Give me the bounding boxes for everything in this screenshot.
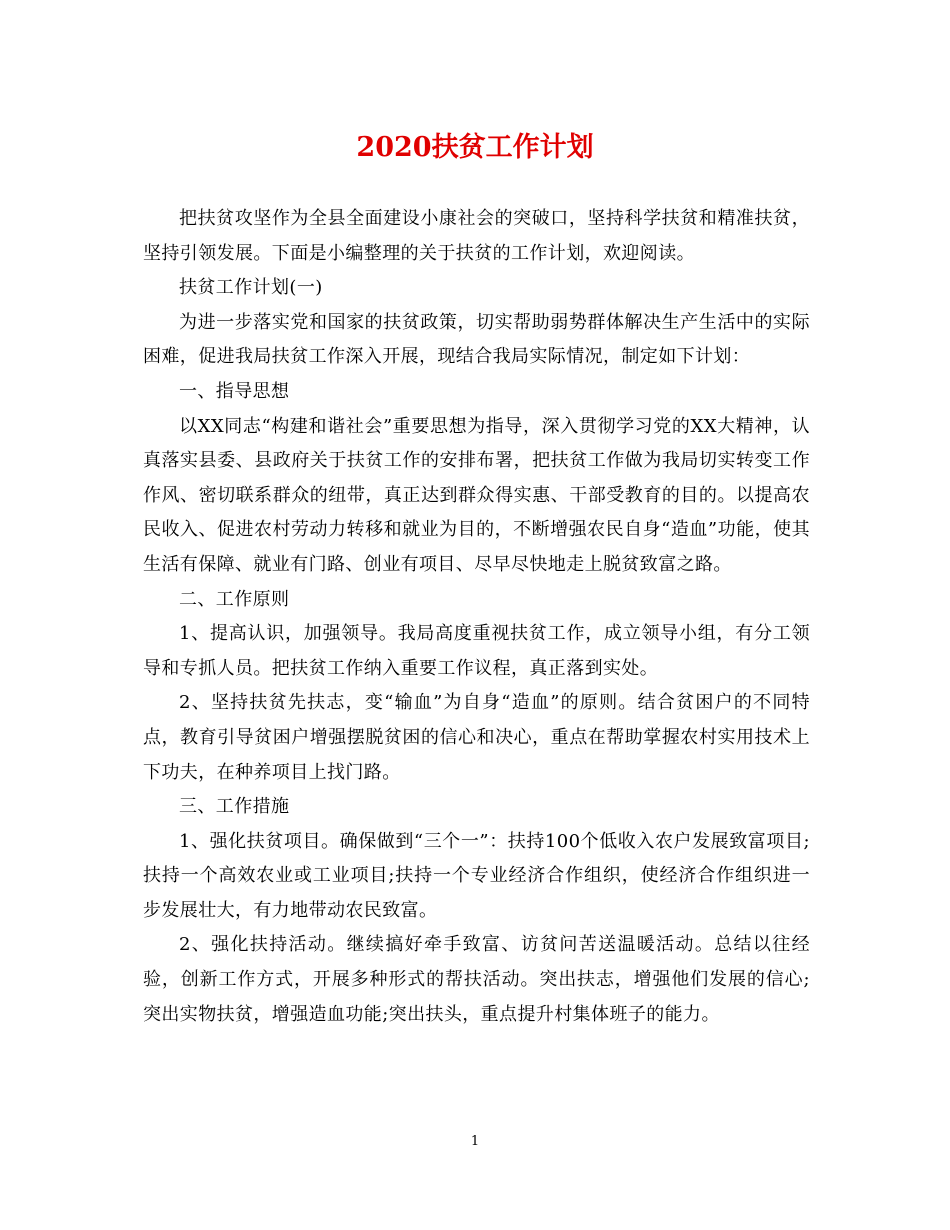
paragraph-intro: 把扶贫攻坚作为全县全面建设小康社会的突破口，坚持科学扶贫和精准扶贫，坚持引领发展。下面是小编整理的关于扶贫的工作计划，欢迎阅读。 <box>143 208 810 264</box>
section-heading-work-measures: 三、工作措施 <box>179 796 290 818</box>
paragraph-measure-1: 1、强化扶贫项目。确保做到“三个一”：扶持100个低收入农户发展致富项目;扶持一个高效农业或工业项目;扶持一个专业经济合作组织，使经济合作组织进一步发展壮大，有力地带动农民致富。 <box>143 830 810 921</box>
paragraph-purpose: 为进一步落实党和国家的扶贫政策，切实帮助弱势群体解决生产生活中的实际困难，促进我局扶贫工作深入开展，现结合我局实际情况，制定如下计划： <box>143 311 810 368</box>
section-heading-guiding-thought: 一、指导思想 <box>179 380 290 402</box>
paragraph-principle-1: 1、提高认识，加强领导。我局高度重视扶贫工作，成立领导小组，有分工领导和专抓人员。把扶贫工作纳入重要工作议程，真正落到实处。 <box>143 623 810 679</box>
document-body <box>143 202 810 1032</box>
section-heading-plan-one: 扶贫工作计划(一) <box>179 277 323 299</box>
paragraph-measure-2: 2、强化扶持活动。继续搞好牵手致富、访贫问苦送温暖活动。总结以往经验，创新工作方式，开展多种形式的帮扶活动。突出扶志，增强他们发展的信心;突出实物扶贫，增强造血功能;突出扶头，重点提升村集体班子的能力。 <box>143 934 810 1025</box>
document-title: 2020扶贫工作计划 <box>356 132 594 163</box>
paragraph-guiding-thought: 以XX同志“构建和谐社会”重要思想为指导，深入贯彻学习党的XX大精神，认真落实县委、县政府关于扶贫工作的安排布署，把扶贫工作做为我局切实转变工作作风、密切联系群众的纽带，真正达到群众得实惠、干部受教育的目的。以提高农民收入、促进农村劳动力转移和就业为目的，不断增强农民自身“造血”功能，使其生活有保障、就业有门路、创业有项目、尽早尽快地走上脱贫致富之路。 <box>143 415 810 575</box>
page-number: 1 <box>470 1134 480 1149</box>
section-heading-work-principles: 二、工作原则 <box>179 588 290 610</box>
paragraph-principle-2: 2、坚持扶贫先扶志，变“输血”为自身“造血”的原则。结合贫困户的不同特点，教育引导贫困户增强摆脱贫困的信心和决心，重点在帮助掌握农村实用技术上下功夫，在种养项目上找门路。 <box>143 692 810 783</box>
